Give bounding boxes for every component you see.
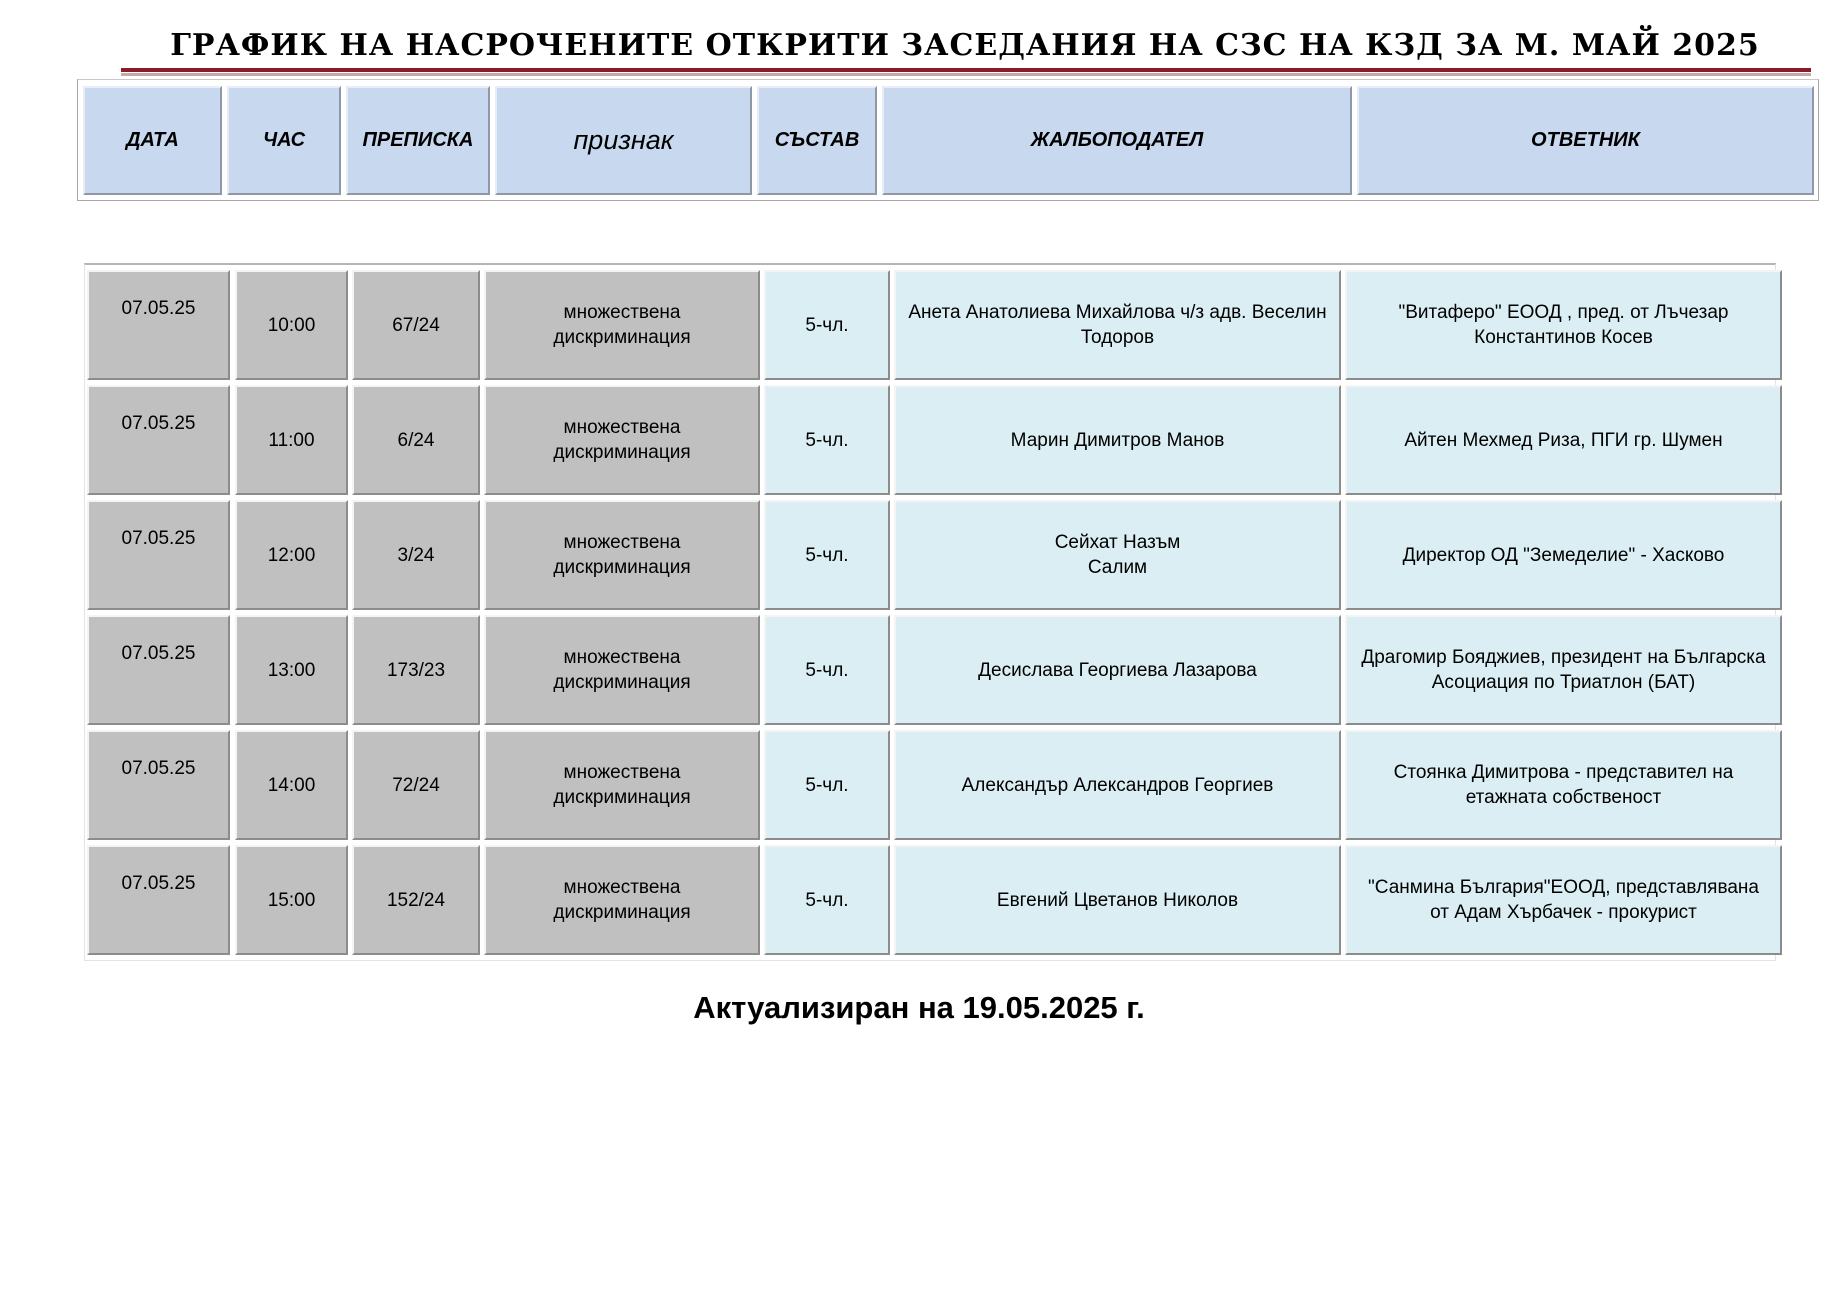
cell-date: 07.05.25 <box>87 385 230 495</box>
cell-ground: множествена дискриминация <box>484 845 760 955</box>
cell-file: 173/23 <box>352 615 480 725</box>
cell-file: 67/24 <box>352 270 480 380</box>
cell-complainant: Анета Анатолиева Михайлова ч/з адв. Веселин Тодоров <box>894 270 1341 380</box>
cell-ground: множествена дискриминация <box>484 615 760 725</box>
cell-date: 07.05.25 <box>87 270 230 380</box>
cell-time: 13:00 <box>235 615 348 725</box>
header-ground: признак <box>495 86 752 195</box>
updated-note: Актуализиран на 19.05.2025 г. <box>693 990 1145 1025</box>
cell-respondent: "Санмина България"ЕООД, представлявана от Адам Хърбачек - прокурист <box>1345 845 1782 955</box>
cell-complainant: Евгений Цветанов Николов <box>894 845 1341 955</box>
cell-panel: 5-чл. <box>764 845 890 955</box>
cell-panel: 5-чл. <box>764 500 890 610</box>
cell-ground: множествена дискриминация <box>484 500 760 610</box>
cell-file: 72/24 <box>352 730 480 840</box>
title-rule-shadow <box>121 73 1811 76</box>
cell-panel: 5-чл. <box>764 270 890 380</box>
cell-respondent: "Витаферо" ЕООД , пред. от Лъчезар Константинов Косев <box>1345 270 1782 380</box>
cell-time: 14:00 <box>235 730 348 840</box>
header-panel: СЪСТАВ <box>757 86 877 195</box>
cell-time: 10:00 <box>235 270 348 380</box>
cell-complainant: Марин Димитров Манов <box>894 385 1341 495</box>
cell-complainant: Сейхат Назъм Салим <box>894 500 1341 610</box>
cell-date: 07.05.25 <box>87 615 230 725</box>
page-title: ГРАФИК НА НАСРОЧЕНИТЕ ОТКРИТИ ЗАСЕДАНИЯ НА СЗС НА КЗД ЗА М. МАЙ 2025 <box>170 28 1760 63</box>
cell-time: 15:00 <box>235 845 348 955</box>
schedule-table <box>84 263 1776 961</box>
cell-respondent: Айтен Мехмед Риза, ПГИ гр. Шумен <box>1345 385 1782 495</box>
cell-complainant: Александър Александров Георгиев <box>894 730 1341 840</box>
cell-respondent: Драгомир Бояджиев, президент на Българска Асоциация по Триатлон (БАТ) <box>1345 615 1782 725</box>
title-rule <box>121 68 1811 72</box>
header-time: ЧАС <box>227 86 341 195</box>
cell-file: 152/24 <box>352 845 480 955</box>
header-table <box>77 79 1819 201</box>
cell-panel: 5-чл. <box>764 385 890 495</box>
header-respondent: ОТВЕТНИК <box>1357 86 1814 195</box>
cell-panel: 5-чл. <box>764 615 890 725</box>
cell-respondent: Стоянка Димитрова - представител на етажната собственост <box>1345 730 1782 840</box>
cell-time: 12:00 <box>235 500 348 610</box>
header-file: ПРЕПИСКА <box>346 86 490 195</box>
cell-ground: множествена дискриминация <box>484 385 760 495</box>
cell-date: 07.05.25 <box>87 500 230 610</box>
cell-date: 07.05.25 <box>87 845 230 955</box>
header-complainant: ЖАЛБОПОДАТЕЛ <box>882 86 1352 195</box>
cell-complainant: Десислава Георгиева Лазарова <box>894 615 1341 725</box>
cell-ground: множествена дискриминация <box>484 730 760 840</box>
cell-date: 07.05.25 <box>87 730 230 840</box>
cell-ground: множествена дискриминация <box>484 270 760 380</box>
cell-file: 3/24 <box>352 500 480 610</box>
cell-file: 6/24 <box>352 385 480 495</box>
cell-time: 11:00 <box>235 385 348 495</box>
header-date: ДАТА <box>83 86 222 195</box>
cell-panel: 5-чл. <box>764 730 890 840</box>
cell-respondent: Директор ОД "Земеделие" - Хасково <box>1345 500 1782 610</box>
